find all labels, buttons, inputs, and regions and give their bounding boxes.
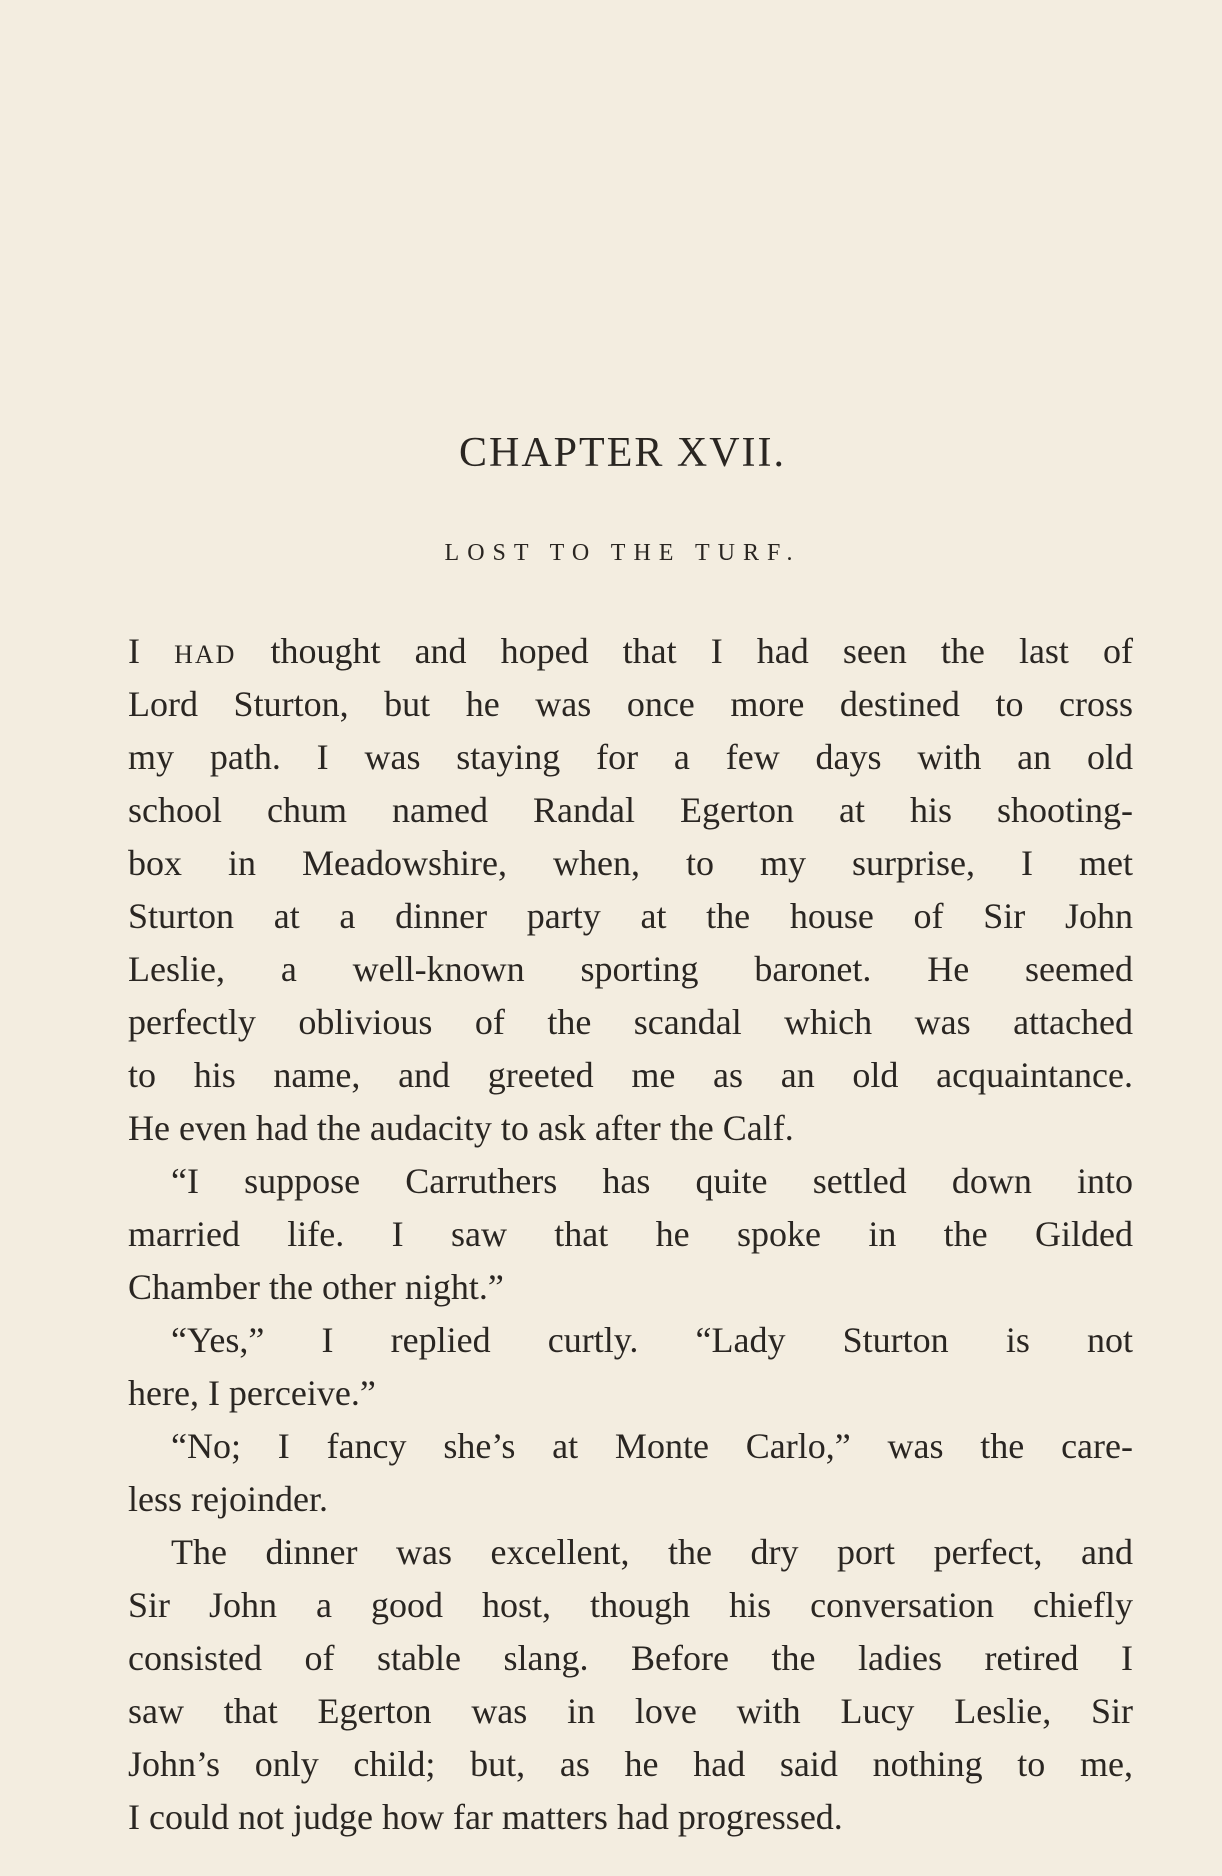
text-line: my path. I was staying for a few days with an old xyxy=(128,737,1133,777)
text-line: Leslie, a well-known sporting baronet. He seemed xyxy=(128,949,1133,989)
small-caps-word: HAD xyxy=(174,640,237,669)
text-line: saw that Egerton was in love with Lucy Leslie, Sir xyxy=(128,1691,1133,1731)
chapter-body xyxy=(128,625,1133,1844)
text-line: The dinner was excellent, the dry port perfect, and xyxy=(171,1532,1133,1572)
text-line: “I suppose Carruthers has quite settled down into xyxy=(171,1161,1133,1201)
text-line: I could not judge how far matters had progressed. xyxy=(128,1797,843,1837)
text-line: John’s only child; but, as he had said nothing to me, xyxy=(128,1744,1133,1784)
text-line: “Yes,” I replied curtly. “Lady Sturton is not xyxy=(171,1320,1133,1360)
text-line: less rejoinder. xyxy=(128,1479,328,1519)
text-line-content: thought and hoped that I had seen the last of xyxy=(236,631,1133,671)
text-line: perfectly oblivious of the scandal which was attached xyxy=(128,1002,1133,1042)
chapter-title: CHAPTER XVII. xyxy=(459,430,786,476)
text-line: Lord Sturton, but he was once more destined to cross xyxy=(128,684,1133,724)
text-line: He even had the audacity to ask after the Calf. xyxy=(128,1108,794,1148)
text-line: box in Meadowshire, when, to my surprise, I met xyxy=(128,843,1133,883)
drop-word: I xyxy=(128,631,140,671)
chapter-subtitle: LOST TO THE TURF. xyxy=(444,540,801,566)
text-line xyxy=(128,625,1133,678)
text-line: school chum named Randal Egerton at his shooting- xyxy=(128,790,1133,830)
text-line: Sir John a good host, though his conversation chiefly xyxy=(128,1585,1133,1625)
text-line: here, I perceive.” xyxy=(128,1373,376,1413)
text-line: to his name, and greeted me as an old acquaintance. xyxy=(128,1055,1133,1095)
text-line: Chamber the other night.” xyxy=(128,1267,504,1307)
text-line: married life. I saw that he spoke in the Gilded xyxy=(128,1214,1133,1254)
text-line: “No; I fancy she’s at Monte Carlo,” was the care- xyxy=(171,1426,1133,1466)
text-line: Sturton at a dinner party at the house of Sir John xyxy=(128,896,1133,936)
text-line: consisted of stable slang. Before the ladies retired I xyxy=(128,1638,1133,1678)
